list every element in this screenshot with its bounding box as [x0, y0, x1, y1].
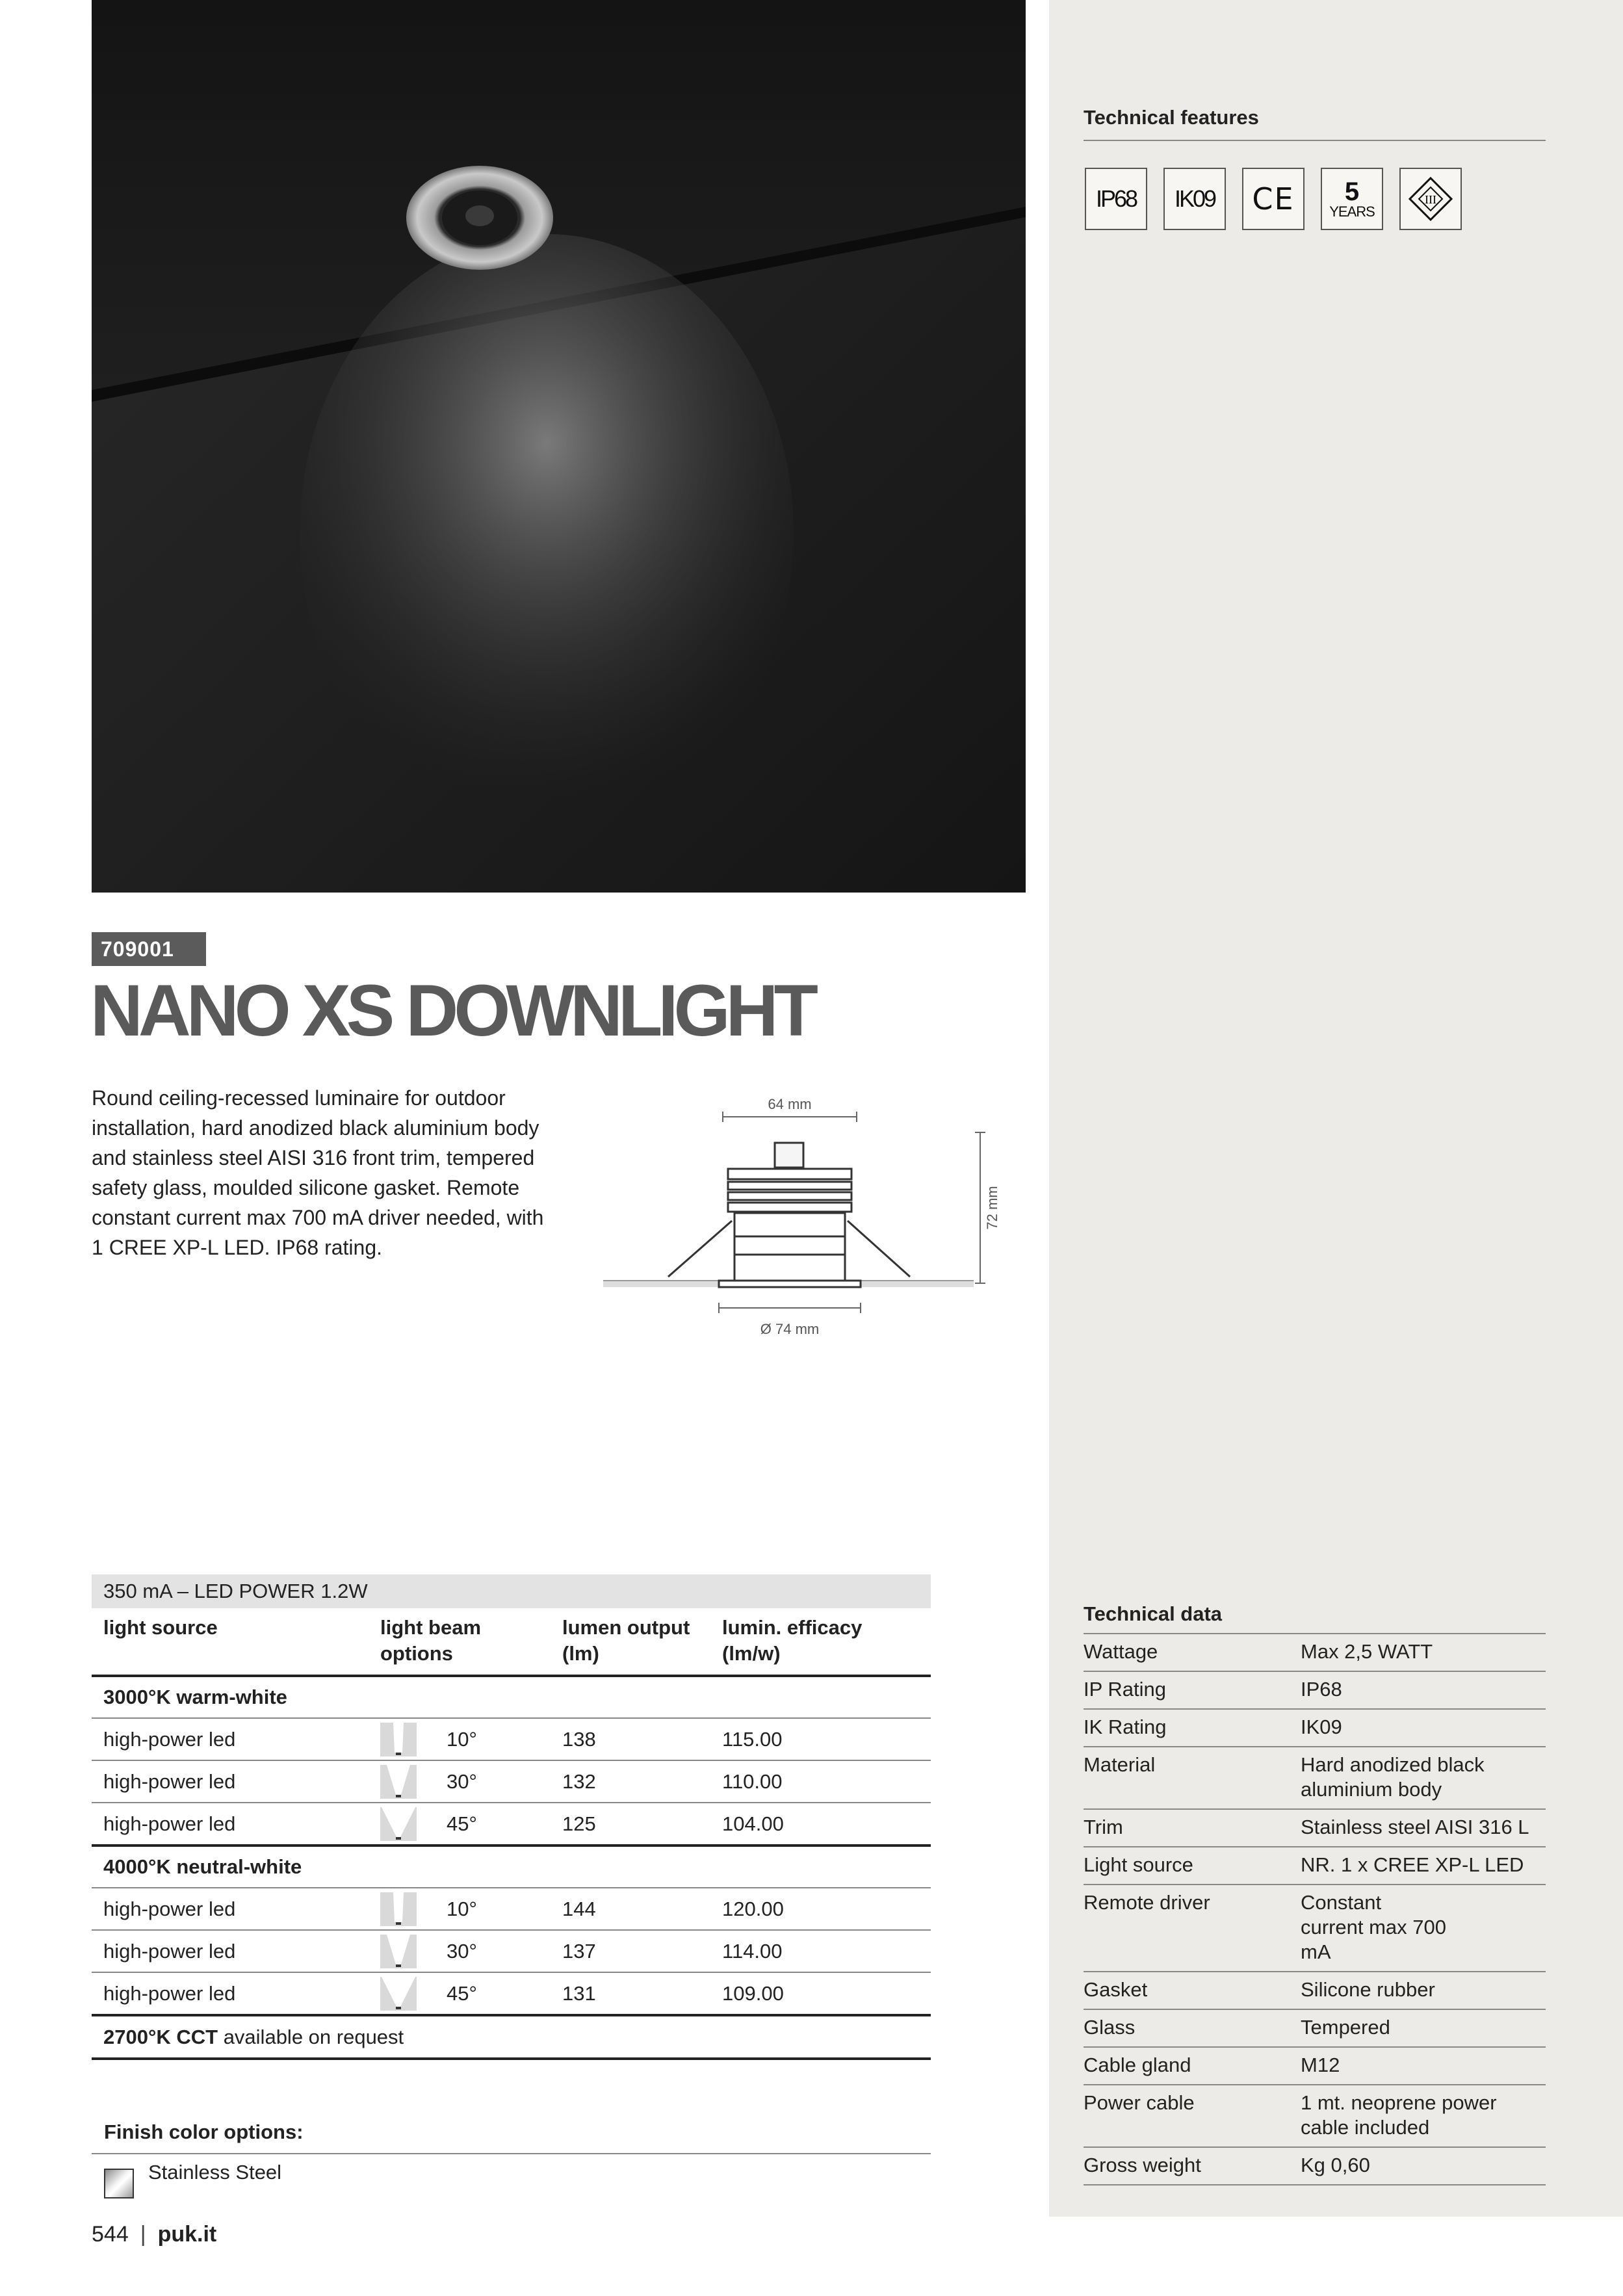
table-row: IK Rating IK09	[1084, 1709, 1546, 1747]
dimension-drawing	[598, 1092, 1014, 1352]
table-row: high-power led 30° 132 110.00	[92, 1760, 931, 1803]
table-row: Cable gland M12	[1084, 2047, 1546, 2085]
table-row: high-power led 45° 125 104.00	[92, 1803, 931, 1846]
beam-30-icon	[380, 1935, 417, 1968]
table-row: high-power led 45° 131 109.00	[92, 1972, 931, 2015]
table-row: Gross weight Kg 0,60	[1084, 2147, 1546, 2185]
dim-width-top: 64 mm	[768, 1096, 812, 1112]
beam-45-icon	[380, 1977, 417, 2011]
technical-features-heading: Technical features	[1084, 106, 1259, 129]
finish-heading: Finish color options:	[104, 2120, 304, 2143]
svg-text:III: III	[1425, 193, 1436, 206]
table-footnote: 2700°K CCT available on request	[92, 2015, 931, 2059]
page-footer	[92, 2222, 216, 2247]
product-code: 709001	[92, 932, 206, 966]
table-row: high-power led 30° 137 114.00	[92, 1930, 931, 1972]
product-photo	[92, 0, 1026, 893]
site-link[interactable]: puk.it	[157, 2222, 217, 2247]
beam-10-icon	[380, 1892, 417, 1926]
table-row: Gasket Silicone rubber	[1084, 1972, 1546, 2009]
technical-data-heading: Technical data	[1084, 1602, 1223, 1625]
group-header: 4000°K neutral-white	[92, 1846, 931, 1888]
table-header: light source light beam options lumen output (lm) lumin. efficacy (lm/w)	[92, 1608, 931, 1676]
divider	[1084, 140, 1546, 141]
divider	[92, 2153, 931, 2154]
page-number: 544	[92, 2222, 129, 2247]
technical-data-table	[1084, 1633, 1546, 2185]
table-row: Trim Stainless steel AISI 316 L	[1084, 1809, 1546, 1847]
table-row: Material Hard anodized black aluminium body	[1084, 1747, 1546, 1809]
beam-45-icon	[380, 1807, 417, 1841]
class-iii-icon	[1399, 168, 1462, 230]
table-row: Glass Tempered	[1084, 2009, 1546, 2047]
ce-mark-icon: CE	[1242, 168, 1305, 230]
five-years-warranty-icon: 5 YEARS	[1321, 168, 1383, 230]
beam-10-icon	[380, 1723, 417, 1756]
table-row: Light source NR. 1 x CREE XP-L LED	[1084, 1847, 1546, 1885]
dim-height: 72 mm	[984, 1186, 1000, 1230]
finish-option-label: Stainless Steel	[148, 2161, 282, 2184]
product-title: NANO XS DOWNLIGHT	[90, 970, 814, 1051]
table-row: high-power led 10° 138 115.00	[92, 1718, 931, 1760]
ik09-icon: IK09	[1163, 168, 1226, 230]
dim-diameter: Ø 74 mm	[760, 1321, 820, 1337]
product-description: Round ceiling-recessed luminaire for outdoor installation, hard anodized black aluminium body and stainless steel AISI 316 front trim, tempered safety glass, moulded silicone gasket. Remote constant current max 700 mA driver needed, with 1 CREE XP-L LED. IP68 rating.	[92, 1086, 544, 1259]
table-row: Wattage Max 2,5 WATT	[1084, 1634, 1546, 1671]
ip68-icon: IP68	[1085, 168, 1147, 230]
table-row: IP Rating IP68	[1084, 1671, 1546, 1709]
stainless-steel-swatch	[104, 2169, 134, 2198]
downlight-fixture-image	[406, 166, 553, 270]
table-row: Remote driver Constant current max 700 mA	[1084, 1885, 1546, 1972]
power-band: 350 mA – LED POWER 1.2W	[92, 1574, 931, 1608]
table-row: high-power led 10° 144 120.00	[92, 1888, 931, 1930]
beam-30-icon	[380, 1765, 417, 1799]
group-header: 3000°K warm-white	[92, 1676, 931, 1718]
footer-separator: |	[140, 2222, 146, 2247]
table-row: Power cable 1 mt. neoprene power cable included	[1084, 2085, 1546, 2147]
light-output-table	[92, 1574, 931, 2060]
